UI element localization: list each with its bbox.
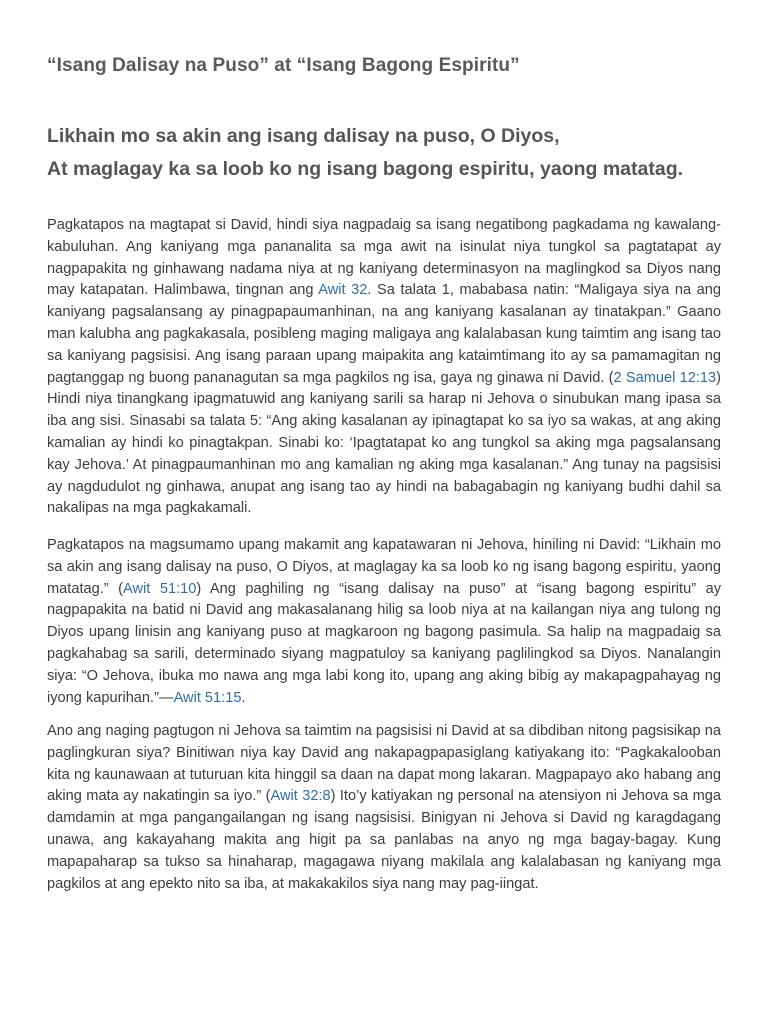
paragraph-text: . Sa talata 1, mababasa natin: “Maligaya siya na ang kaniyang pagsalansang ay pinagpapaumanhinan, na ang kaniyang kasalanan ay tinatakpan.” Gaano man kalubha ang pagkakasala, posibleng maging maligaya ang kalalabasan kung taimtim ang isang tao sa kaniyang pagsisisi. Ang isang paraan upang maipakita ang kataimtimang ito ay sa pamamagitan ng pagtanggap ng buong pananagutan sa mga pagkilos ng isa, gaya ng ginawa ni David. ( [47,282,722,386]
verse-line-1: Likhain mo sa akin ang isang dalisay na puso, O Diyos, [47,125,560,147]
scripture-link-awit-51-10[interactable]: Awit 51:10 [123,580,197,597]
scripture-link-awit-51-15[interactable]: Awit 51:15 [173,689,242,706]
paragraph-text: Pagkatapos na magsumamo upang makamit ang kapatawaran ni Jehova, hiniling ni David: “Likhain mo sa akin ang isang dalisay na puso, O Diyos, at maglagay ka sa loob ko ng isang bagong espiritu, yaong matatag.” ( [47,537,721,597]
paragraph-1 [47,215,721,520]
paragraph-text: ) Ang paghiling ng “isang dalisay na puso” at “isang bagong espiritu” ay nagpapakita na batid ni David ang makasalanang hilig sa loob niya at na kailangan niya ang tulong ng Diyos upang linisin ang kaniyang puso at magkaroon ng bagong pasimula. Sa halip na magpadaig sa pagkahabag sa sarili, determinado siyang magpatuloy sa kaniyang paglilingkod sa Diyos. Nanalangin siya: “O Jehova, ibuka mo nawa ang mga labi kong ito, upang ang aking bibig ay makapagpahayag ng iyong kapurihan.”— [47,580,721,706]
verse-line-2: At maglagay ka sa loob ko ng isang bagong espiritu, yaong matatag. [47,158,684,180]
paragraph-text: Pagkatapos na magtapat si David, hindi siya nagpadaig sa isang negatibong pagkadama ng kawalang-kabuluhan. Ang kaniyang mga pananalita sa mga awit na isinulat niya tungkol sa pagtatapat ay nagpapakita ng ginhawang nadama niya at ng kaniyang determinasyon na maglingkod sa Diyos nang may katapatan. Halimbawa, tingnan ang [47,217,721,299]
paragraph-text: ) Ito’y katiyakan ng personal na atensiyon ni Jehova sa mga damdamin at mga pangangailangan ng isang nagsisisi. Binigyan ni Jehova si David ng karagdagang unawa, ang kakayahang makita ang higit pa sa panlabas na anyo ng mga bagay-bagay. Kung mapapaharap sa tukso sa hinaharap, magagawa niyang makilala ang kalalabasan ng kaniyang mga pagkilos at ang epekto nito sa iba, at makakakilos siya nang may pag-iingat. [47,788,722,892]
scripture-link-awit-32[interactable]: Awit 32 [318,282,368,299]
paragraph-text: . [241,689,246,706]
paragraph-text: Ano ang naging pagtugon ni Jehova sa taimtim na pagsisisi ni David at sa dibdiban nitong pagsisikap na paglingkuran siya? Binitiwan niya kay David ang nakapagpapasiglang katiyakang ito: “Pagkakalooban kita ng kaunawaan at tuturuan kita hinggil sa daan na dapat mong lakaran. Magpapayo ako habang ang aking mata ay nakatingin sa iyo.” ( [47,723,721,805]
scripture-link-2-samuel-12-13[interactable]: 2 Samuel 12:13 [613,369,717,386]
paragraph-3 [47,721,721,895]
scripture-link-awit-32-8[interactable]: Awit 32:8 [270,788,331,805]
paragraph-2 [47,535,721,709]
paragraph-text: ) Hindi niya tinangkang ipagmatuwid ang kaniyang sarili sa harap ni Jehova o sinubukan mang ipasa sa iba ang sisi. Sinasabi sa talata 5: “Ang aking kasalanan ay ipinagtapat ko sa iyo sa wakas, at ang aking kamalian ay hindi ko pinagtakpan. Sinabi ko: ‘Ipagtatapat ko ang tungkol sa aking mga pagsalansang kay Jehova.’ At pinagpaumanhinan mo ang kamalian ng aking mga kasalanan.” Ang tunay na pagsisisi ay nagdudulot ng ginhawa, anupat ang isang tao ay hindi na babagabagin ng kaniyang budhi dahil sa nakalipas na mga pagkakamali. [47,369,721,517]
article-title: “Isang Dalisay na Puso” at “Isang Bagong Espiritu” [47,55,520,76]
